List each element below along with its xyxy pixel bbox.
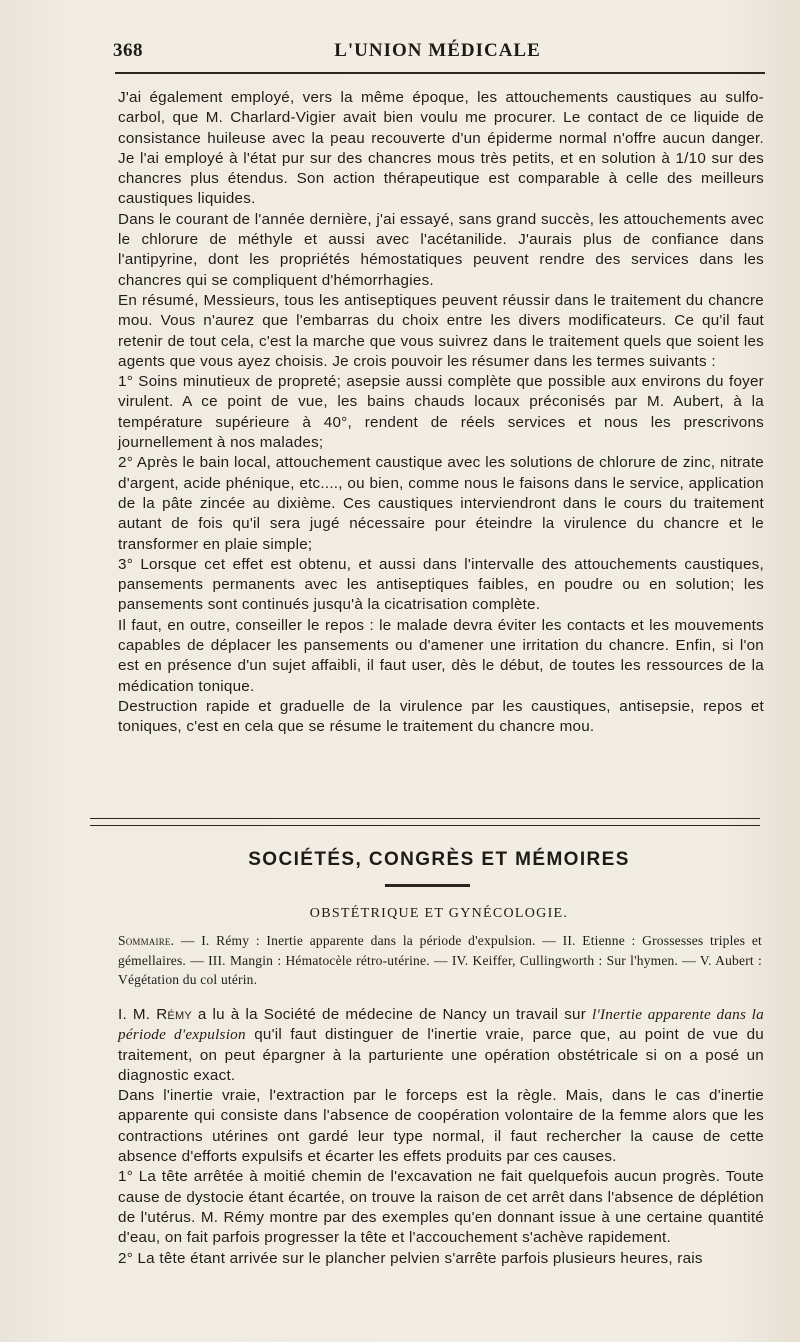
article-body-top — [118, 88, 764, 738]
paragraph: 2° La tête étant arrivée sur le plancher pelvien s'arrête parfois plusieurs heures, rais — [118, 1249, 703, 1267]
paragraph: J'ai également employé, vers la même époque, les attouchements caustiques au sulfo-carbol, que M. Charlard-Vigier avait bien voulu me procurer. Le contact de ce liquide de consistance huileuse avec la peau recouverte d'un épiderme normal n'offre aucun danger. Je l'ai employé à l'état pur sur des chancres mous très petits, et en solution à 1/10 sur des chancres plus étendus. Son action thérapeutique est comparable à celle des meilleurs caustiques liquides. — [118, 89, 764, 208]
paragraph: Destruction rapide et graduelle de la virulence par les caustiques, antisepsie, repos et toniques, c'est en cela que se résume le traitement du chancre mou. — [118, 697, 764, 736]
header-rule — [115, 72, 765, 74]
page-header — [115, 40, 760, 70]
summary-label: Sommaire. — [118, 933, 175, 948]
paragraph-intro — [118, 1005, 764, 1086]
paragraph: Il faut, en outre, conseiller le repos : le malade devra éviter les contacts et les mouvements capables de déplacer les pansements ou d'amener une irritation du chancre. Enfin, si l'on est en présence d'un sujet affaibli, il faut user, dès le début, de toutes les ressources de la médication tonique. — [118, 616, 764, 695]
section-title: SOCIÉTÉS, CONGRÈS ET MÉMOIRES — [248, 849, 630, 870]
subsection-title: OBSTÉTRIQUE ET GYNÉCOLOGIE. — [309, 906, 569, 921]
paragraph-text: qu'il faut distinguer de l'inertie vraie, parce que, au point de vue du traitement, on peut épargner à la parturiente une opération obstétricale si on a posé un diagnostic exact. — [118, 1026, 764, 1084]
paragraph: 1° Soins minutieux de propreté; asepsie aussi complète que possible aux environs du foyer virulent. A ce point de vue, les bains chauds locaux préconisés par M. Aubert, à la température supérieure à 40°, rendent de réels services et nous les prescrivons journellement à nos malades; — [118, 373, 764, 452]
summary — [118, 931, 762, 990]
page-number: 368 — [113, 40, 143, 61]
title-underline — [385, 884, 470, 887]
section-divider — [90, 818, 760, 826]
paragraph: En résumé, Messieurs, tous les antiseptiques peuvent réussir dans le traitement du chancre mou. Vous n'aurez que l'embarras du choix entre les divers modificateurs. Ce qu'il faut retenir de tout cela, c'est la marche que vous suivrez dans le traitement quels que soient les agents que vous ayez choisis. Je crois pouvoir les résumer dans les termes suivants : — [118, 291, 764, 370]
article-body-bottom — [118, 1005, 764, 1269]
paragraph: 2° Après le bain local, attouchement caustique avec les solutions de chlorure de zinc, nitrate d'argent, acide phénique, etc...., ou bien, comme nous le faisons dans le service, application de la pâte zincée au dixième. Ces caustiques interviendront dans le cours du traitement autant de fois qu'il sera jugé nécessaire pour éteindre la virulence du chancre et le transformer en plaie simple; — [118, 454, 764, 553]
paragraph: 1° La tête arrêtée à moitié chemin de l'excavation ne fait quelquefois aucun progrès. Toute cause de dystocie étant écartée, on trouve la raison de cet arrêt dans l'absence de déplétion de l'utérus. M. Rémy montre par des exemples qu'en donnant issue à une certaine quantité d'eau, on fait parfois progresser la tête et l'accouchement s'achève rapidement. — [118, 1168, 764, 1247]
paragraph-text: I. M. — [118, 1006, 157, 1023]
summary-text: — I. Rémy : Inertie apparente dans la période d'expulsion. — II. Etienne : Grossesses triples et gémellaires. — III. Mangin : Hématocèle rétro-utérine. — IV. Keiffer, Cullingworth : Sur l'hymen. — V. Aubert : Végétation du col utérin. — [118, 933, 762, 987]
paragraph: Dans l'inertie vraie, l'extraction par le forceps est la règle. Mais, dans le cas d'inertie apparente qui consiste dans l'absence de coopération volontaire de la femme alors que les contractions utérines ont gardé leur type normal, il faut rechercher la cause de cette absence d'efforts expulsifs et écarter les effets produits par ces causes. — [118, 1087, 764, 1166]
paragraph: 3° Lorsque cet effet est obtenu, et aussi dans l'intervalle des attouchements caustiques, pansements permanents avec les antiseptiques faibles, en poudre ou en solution; les pansements sont continués jusqu'à la cicatrisation complète. — [118, 555, 764, 614]
paragraph: Dans le courant de l'année dernière, j'ai essayé, sans grand succès, les attouchements avec le chlorure de méthyle et aussi avec l'acétanilide. J'aurais plus de confiance dans l'antipyrine, dont les propriétés hémostatiques peuvent rendre des services dans les chancres qui se compliquent d'hémorrhagies. — [118, 210, 764, 289]
work-title: l'Inertie apparente dans la période d'expulsion — [118, 1006, 764, 1044]
running-title: L'UNION MÉDICALE — [334, 40, 541, 61]
paragraph-text: a lu à la Société de médecine de Nancy un travail sur — [192, 1006, 592, 1023]
author-name: Rémy — [156, 1006, 192, 1023]
